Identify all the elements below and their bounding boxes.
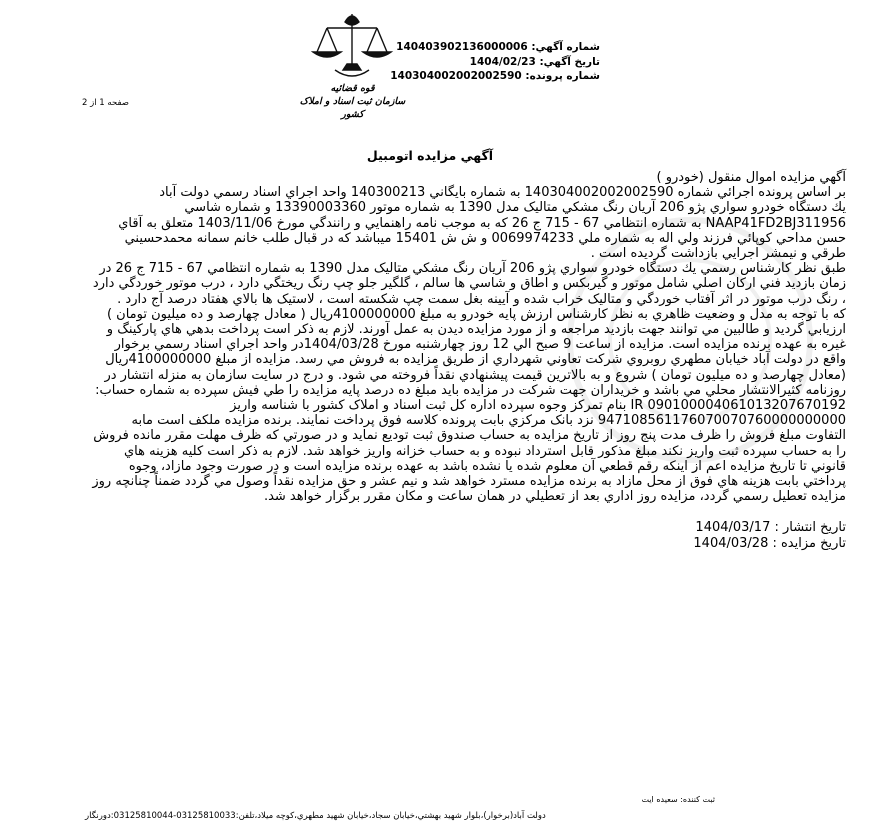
page-number: صفحه 1 از 2 <box>82 98 129 108</box>
auction-date-value: 1404/03/28 <box>693 535 769 551</box>
publish-date-value: 1404/03/17 <box>695 520 771 536</box>
logo-caption <box>290 82 415 121</box>
case-number-row <box>390 69 600 84</box>
notice-number-label: شماره آگهي: <box>531 41 600 53</box>
logo-caption-judiciary: قوه قضائيه <box>330 83 375 94</box>
notice-date-label: تاريخ آگهي: <box>539 55 600 68</box>
body-paragraph: آگهي مزايده اموال منقول (خودرو ) <box>656 170 846 185</box>
notice-number-row <box>396 40 600 55</box>
body-paragraph: يك دستگاه خودرو سواري پژو 206 آريان رنگ مشكي متاليک مدل 1390 به شماره موتور 13390003360 و شماره شاسي NAAP41FD2BJ311956 به شماره انتظامي 67 - 715 ج 26 که به موجب نامه راهنمايي و رانندگي مورخ 1403/11/06 متعلق به آقاي حسن مداحي كوپائي فرزند ولي اله به شماره ملي 0069974233 و ش ش 15401 ميباشد که در قبال طلب خانم سمانه محمدحسيني طرقي و نيمشر اجرايي بازداشت گرديده است . <box>118 200 846 262</box>
body-paragraph: كه با توجه به مدل و وضعيت ظاهري به نظر كارشناس ارزش پايه خودرو به مبلغ 4100000000ريال ( معادل چهارصد و ده ميليون تومان ) ارزيابي گرديد و طالبين مي توانند جهت بازديد مراجعه و از مورد مزايده ديدن به عمل آورند. لازم به ذكر است پرداخت بدهي هاي پاركينگ و غيره به عهده برنده مزايده است. مزايده از ساعت 9 صبح الي 12 روز چهارشنبه مورخ 1404/03/28در واحد اجراي اسناد رسمي برخوار واقع در دولت آباد خيابان مطهري روبروي شركت تعاوني شهرداري از طريق مزايده به فروش مي رسد. مزايده از مبلغ 4100000000ريال (معادل چهارصد و ده ميليون تومان ) شروع و به بالاترين قيمت پيشنهادي نقداً فروخته مي شود. و درج در سايت سازمان به منزله انتشار در روزنامه كثيرالانتشار محلي مي باشد و خريداران جهت شركت در مزايده بايد مبلغ ده درصد پايه مزايده را طي فيش سپرده به شماره حساب: IR 090100004061013207670192 بنام تمركز وجوه سپرده اداره كل ثبت اسناد و املاک كشور با شناسه واريز 947108561176070070760000000000 نزد بانک مركزي بابت پرونده كلاسه فوق پرداخت نمايند. برنده مزايده ملكف است مابه التفاوت مبلغ فروش را ظرف مدت پنج روز از تاريخ مزايده به حساب صندوق ثبت توديع نمايد و در صورتي كه ظرف مهلت مقرر مانده فروش را به حساب سپرده ثبت واريز نكند مبلغ مذكور قابل استرداد نبوده و به حساب خزانه واريز خواهد شد. لازم به ذكر است كليه هزينه هاي قانوني تا تاريخ مزايده اعم از اينكه رقم قطعي آن معلوم شده يا نشده باشد به عهده برنده مزايده است و در صورت وجود مازاد، وجوه پرداختي بابت هزينه هاي فوق از محل مازاد به برنده مزايده مسترد خواهد شد و نيم عشر و حق مزايده نقداً وصول مي گردد ضمناً چنانچه روز مزايده تعطيل رسمي گردد، مزايده روز اداري بعد از تعطيلي در همان ساعت و مكان مقرر برگزار خواهد شد. <box>92 306 846 505</box>
page-title: آگهي مزايده اتومبيل <box>366 148 494 163</box>
body-paragraph: طبق نظر كارشناس رسمي يك دستگاه خودرو سواري پژو 206 آريان رنگ مشكي متاليک مدل 1390 به شماره انتظامي 67 - 715 ج 26 در زمان بازديد فني اركان اصلي شامل موتور و گيربكس و اطاق و شاسي ها سالم ، گلگير جلو چپ رنگ ريختگي دارد ، درب موتور خوردگي دارد ، رنگ درب موتور در اثر آفتاب خوردگي و متاليک خراب شده و آيينه بغل سمت چپ شكسته است ، لاستيک ها بالاي هفتاد درصد آج دارد . <box>92 261 846 307</box>
registrar-label: ثبت كننده: <box>680 795 715 804</box>
case-number-value: 140304002002002590 <box>390 70 522 82</box>
registrar-name: سعيده ايت <box>641 795 678 804</box>
body-paragraph: بر اساس پرونده اجرائي شماره 140304002002002590 به شماره بايگاني 140300213 واحد اجراي اسناد رسمي دولت آباد <box>159 185 846 201</box>
case-number-label: شماره پرونده: <box>525 70 600 82</box>
auction-date-row <box>90 536 846 551</box>
notice-date-row <box>430 55 600 70</box>
office-address: دولت آباد(برخوار)،بلوار شهيد بهشتي،خيابان سجاد،خيابان شهيد مطهري،كوچه ميلاد،تلفن:03125810033-03125810044:دورنگار <box>85 811 546 821</box>
publish-date-label: تاريخ انتشار : <box>774 520 846 536</box>
notice-body <box>90 170 846 551</box>
publish-date-row <box>90 520 846 535</box>
notice-meta <box>390 40 600 84</box>
auction-date-label: تاريخ مزايده : <box>772 535 846 551</box>
notice-number-value: 140403902136000006 <box>396 41 528 53</box>
notice-date-value: 1404/02/23 <box>469 55 536 68</box>
logo-caption-organization: سازمان ثبت اسناد و املاک کشور <box>299 96 406 120</box>
registrar-signature <box>560 795 715 804</box>
